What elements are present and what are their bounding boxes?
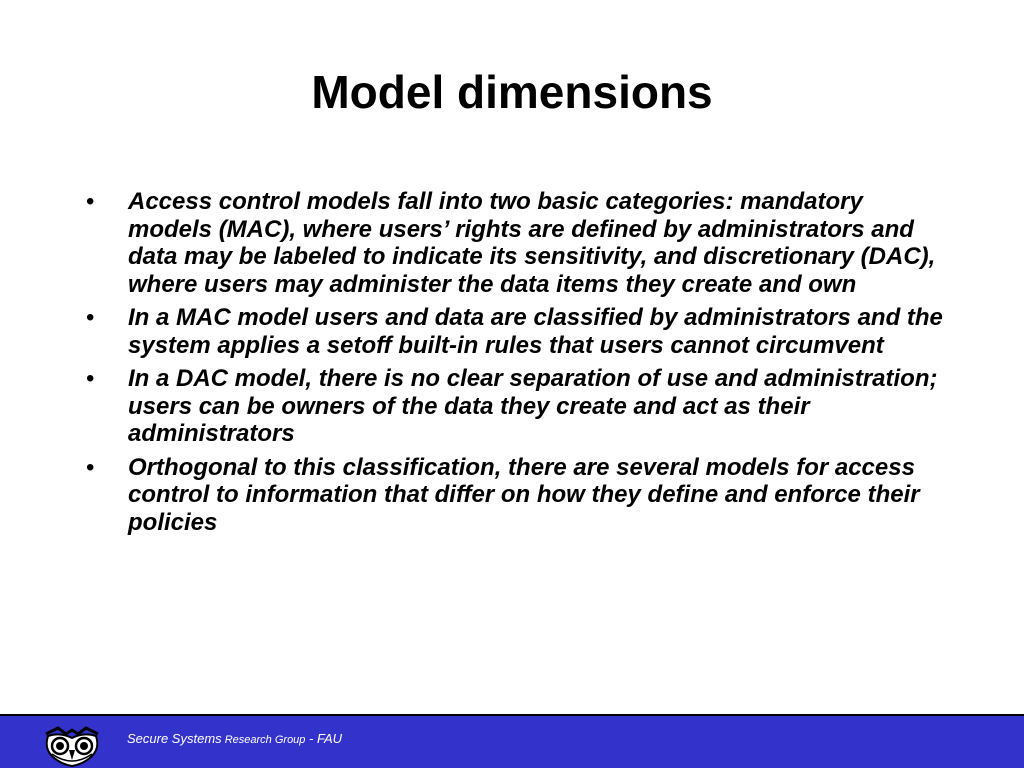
- footer-text-part2: Research Group: [221, 734, 306, 746]
- bullet-marker: •: [86, 304, 95, 331]
- footer-text-part1: Secure Systems: [127, 731, 222, 746]
- bullet-marker: •: [86, 453, 95, 481]
- footer-text-part3: - FAU: [305, 731, 343, 746]
- bullet-marker: •: [86, 365, 95, 392]
- bullet-item: [86, 304, 946, 359]
- owl-logo-icon: [40, 724, 104, 768]
- bullet-text: In a DAC model, there is no clear separation of use and administration; users can be owners of the data they create and act as their administrators: [128, 365, 938, 447]
- bullet-item: [86, 365, 946, 448]
- bullet-item: [86, 454, 946, 537]
- bullet-text: Orthogonal to this classification, there are several models for access control to information that differ on how they define and enforce their policies: [128, 453, 920, 536]
- footer-bar: [0, 714, 1024, 768]
- footer-caption: [127, 730, 342, 748]
- bullet-text: In a MAC model users and data are classified by administrators and the system applies a setoff built-in rules that users cannot circumvent: [128, 304, 943, 359]
- slide-title: Model dimensions: [311, 66, 713, 118]
- bullet-list: [86, 188, 946, 542]
- bullet-item: [86, 188, 946, 298]
- bullet-text: Access control models fall into two basic categories: mandatory models (MAC), where users’ rights are defined by administrators and data may be labeled to indicate its sensitivity, and discretionary (DAC), where users may administer the data items they create and own: [128, 188, 936, 298]
- bullet-marker: •: [86, 188, 95, 215]
